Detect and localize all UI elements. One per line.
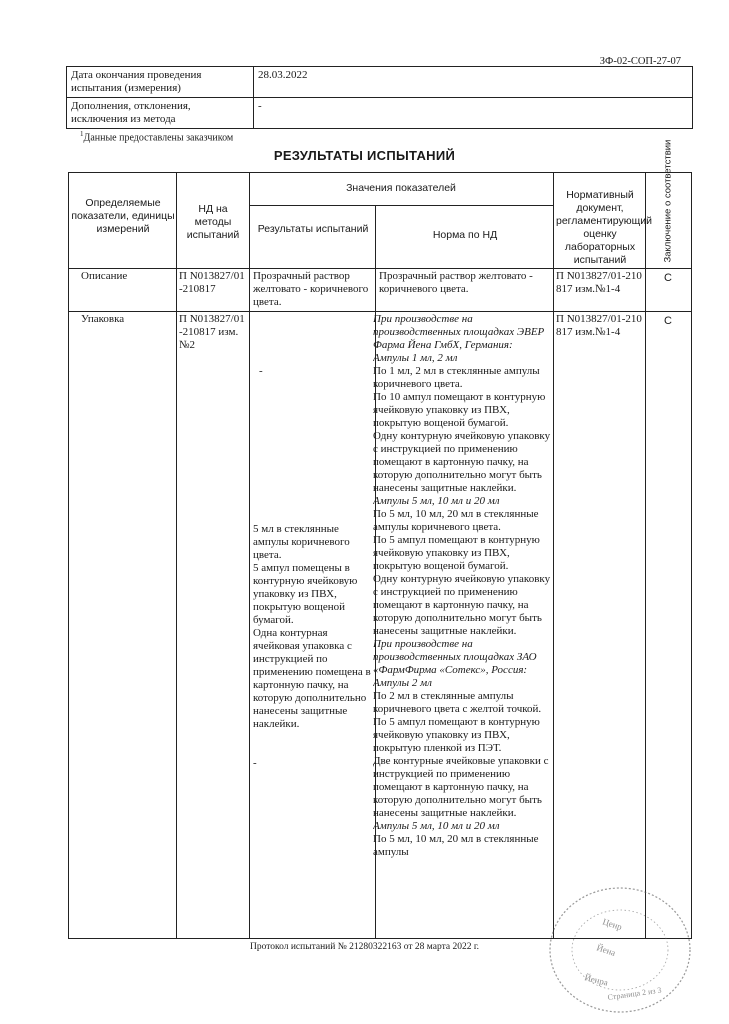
info-row-date xyxy=(67,67,693,98)
header-norm: Норма по НД xyxy=(432,229,498,241)
header-nd: НД на методы испытаний xyxy=(186,203,240,241)
info-label: Дополнения, отклонения, исключения из метода xyxy=(67,98,254,129)
header-param: Определяемые показатели, единицы измерений xyxy=(71,197,175,235)
info-value: - xyxy=(254,98,693,129)
row-description-param: Описание xyxy=(81,270,128,282)
row-packaging-nd: П N013827/01-210817 изм.№2 xyxy=(179,313,245,351)
norm-part: Ампулы 1 мл, 2 мл xyxy=(373,352,458,364)
stamp-line: Ценр xyxy=(601,916,624,933)
row-description-result: Прозрачный раствор желтовато - коричневого цвета. xyxy=(253,270,369,308)
info-table xyxy=(66,66,693,129)
info-value: 28.03.2022 xyxy=(254,67,693,98)
row-packaging-doc: П N013827/01-210817 изм.№1-4 xyxy=(556,313,642,338)
header-results: Результаты испытаний xyxy=(257,223,369,235)
norm-part: По 2 мл в стеклянные ампулы коричневого цвета с желтой точкой. По 5 ампул помещают в контурную ячейковую упаковку из ПВХ, покрытую пленкой из ПЭТ. Две контурные ячейковые упаковки с инструкцией по применению помещают в картонную пачку, на которую дополнительно могут быть нанесены защитные наклейки. xyxy=(373,690,549,819)
results-table xyxy=(68,139,692,939)
header-doc: Нормативный документ, регламентирующий оценку лабораторных испытаний xyxy=(556,189,652,266)
row-packaging-conclusion: С xyxy=(664,315,672,327)
row-packaging-param: Упаковка xyxy=(81,313,125,325)
row-packaging-result-dash: - xyxy=(259,365,263,377)
page-label: Страница 2 из 3 xyxy=(607,985,662,1002)
row-packaging-result: 5 мл в стеклянные ампулы коричневого цвета. 5 ампул помещены в контурную ячейковую упаковку из ПВХ, покрытую вощеной бумагой. Одна контурная ячейковая упаковка с инструкцией по применению помещена в картонную пачку, на которую дополнительно нанесены защитные наклейки. xyxy=(253,523,371,730)
norm-part: Ампулы 5 мл, 10 мл и 20 мл xyxy=(373,820,500,832)
stamp-line: Йенра xyxy=(583,972,610,988)
info-label: Дата окончания проведения испытания (измерения) xyxy=(67,67,254,98)
footnote-text: Данные предоставлены заказчиком xyxy=(83,132,234,144)
header-conclusion: Заключение о соответствии xyxy=(662,139,674,263)
norm-part: При производстве на производственных площадках ЭВЕР Фарма Йена ГмбХ, Германия: xyxy=(373,313,545,351)
row-description-doc: П N013827/01-210817 изм.№1-4 xyxy=(556,270,642,295)
header-values: Значения показателей xyxy=(346,182,456,194)
footer-protocol: Протокол испытаний № 21280322163 от 28 марта 2022 г. xyxy=(249,942,480,952)
norm-part: Ампулы 5 мл, 10 мл и 20 мл xyxy=(373,495,500,507)
footnote xyxy=(80,130,233,143)
row-description-norm: Прозрачный раствор желтовато - коричневого цвета. xyxy=(379,270,533,295)
stamp-seal xyxy=(540,880,700,1020)
norm-part: По 1 мл, 2 мл в стеклянные ампулы коричневого цвета. По 10 ампул помещают в контурную ячейковую упаковку из ПВХ, покрытую вощеной бумагой. Одну контурную ячейковую упаковку с инструкцией по применению помещают в картонную пачку, на которую дополнительно могут быть нанесены защитные наклейки. xyxy=(373,365,551,494)
row-description-conclusion: С xyxy=(664,272,672,284)
form-code: ЗФ-02-СОП-27-07 xyxy=(599,56,681,67)
row-packaging-result-dash: - xyxy=(253,757,257,769)
norm-part: При производстве на производственных площадках ЗАО «ФармФирма «Сотекс», Россия: xyxy=(373,638,537,676)
norm-part: По 5 мл, 10 мл, 20 мл в стеклянные ампулы коричневого цвета. По 5 ампул помещают в контурную ячейковую упаковку из ПВХ, покрытую вощеной бумагой. Одну контурную ячейковую упаковку с инструкцией по применению помещают в картонную пачку, на которую дополнительно могут быть нанесены защитные наклейки. xyxy=(373,508,551,637)
row-description-nd: П N013827/01-210817 xyxy=(179,270,245,295)
norm-part: Ампулы 2 мл xyxy=(373,677,432,689)
row-packaging-norm xyxy=(373,313,551,937)
page-title: РЕЗУЛЬТАТЫ ИСПЫТАНИЙ xyxy=(273,148,456,163)
info-row-deviations xyxy=(67,98,693,129)
stamp-line: Йена xyxy=(595,942,617,958)
norm-part: По 5 мл, 10 мл, 20 мл в стеклянные ампулы xyxy=(373,833,539,858)
footnote-mark: 1 xyxy=(80,130,84,138)
